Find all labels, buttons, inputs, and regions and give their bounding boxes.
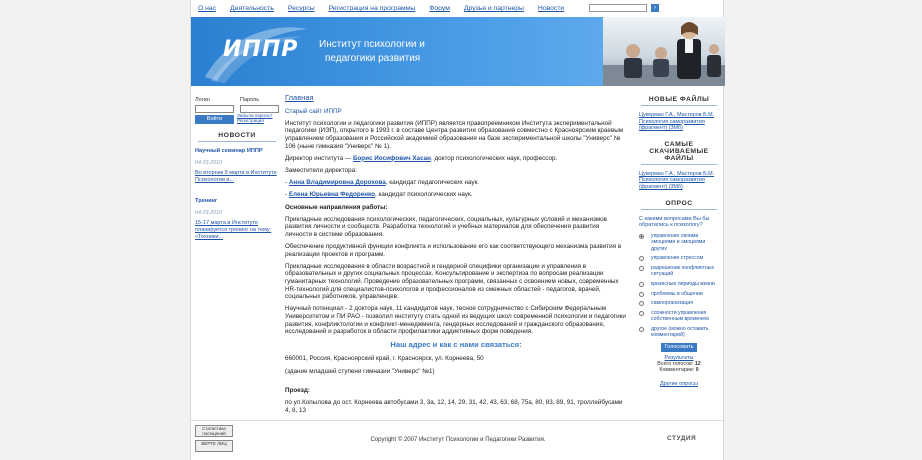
stats-counter-badge[interactable]: Статистика посещений <box>195 425 233 437</box>
search-input[interactable] <box>589 4 647 12</box>
route-text: по ул.Копылова до ост. Корнеева автобусами 3, 3а, 12, 14, 29, 31, 42, 43, 63, 68, 75а, 80, 83, 89, 91, троллейбусами 4, 8, 13 <box>285 399 623 414</box>
office-people-icon <box>603 17 725 86</box>
contact-heading: Наш адрес и как с нами связаться: <box>390 339 522 349</box>
header-banner <box>191 17 725 86</box>
radio-icon[interactable] <box>639 301 644 306</box>
password-input[interactable] <box>240 105 279 113</box>
nav-registration[interactable]: Регистрация на программы <box>328 5 416 12</box>
address-note: (здание младшей ступени гимназии "Универс" №1) <box>285 367 435 375</box>
other-polls-link[interactable]: Другие опросы <box>660 381 698 388</box>
register-link[interactable]: Регистрация <box>237 118 264 124</box>
new-files-heading: НОВЫЕ ФАЙЛЫ <box>641 96 717 106</box>
news-title[interactable]: Научный семинар ИППР <box>195 148 263 154</box>
total-votes: Всего голосов: 12 <box>657 361 701 368</box>
nav-resources[interactable]: Ресурсы <box>287 5 315 12</box>
radio-icon[interactable] <box>639 327 644 332</box>
radio-icon[interactable] <box>639 282 644 287</box>
radio-icon[interactable] <box>639 311 644 316</box>
radio-icon[interactable] <box>639 292 644 297</box>
copyright: Copyright © 2007 Институт Психологии и Педагогики Развития. <box>370 437 546 443</box>
old-site-link[interactable]: Старый сайт ИППР <box>285 107 342 115</box>
footer-divider <box>191 420 725 421</box>
radio-selected-icon[interactable] <box>639 234 644 239</box>
direction-paragraph: Прикладные исследования в области возрастной и гендерной специфики организации и управления в образовательных и других социальных процессах. Консультирование и экспертиза по вопросам реализации гуманитарных технологий. Проведение образовательных программ, связанных с освоением новых, современных HR-технологий для специалистов-психологов и профессионалов из смежных областей - педагогов, врачей, социальных работников, управленцев. <box>285 262 619 301</box>
news-link[interactable]: 15-17 марта в Институте планируется тренинг на тему: «Техники... <box>195 220 272 240</box>
poll-option[interactable]: самоорганизация <box>639 300 719 306</box>
nav-activity[interactable]: Деятельность <box>230 5 274 12</box>
left-sidebar <box>195 97 279 241</box>
news-heading: НОВОСТИ <box>198 132 276 142</box>
search-button[interactable]: › <box>651 4 659 12</box>
right-sidebar <box>639 96 719 387</box>
main-content <box>285 94 627 419</box>
poll-heading: ОПРОС <box>641 200 717 210</box>
nav-partners[interactable]: Друзья и партнеры <box>463 5 524 12</box>
login-label: Логин <box>195 97 210 103</box>
vote-button[interactable]: Голосовать <box>661 343 697 352</box>
radio-icon[interactable] <box>639 266 644 271</box>
nav-forum[interactable]: Форум <box>429 5 450 12</box>
studio-logo[interactable]: СТУДИЯ <box>667 435 697 442</box>
deputy-line: - Анна Владимировна Дорохова, кандидат педагогических наук. <box>285 179 480 187</box>
login-button[interactable]: Войти <box>195 115 234 124</box>
forgot-password-link[interactable]: Забыли пароль? <box>237 113 273 118</box>
poll-results-link[interactable]: Результаты <box>664 355 694 362</box>
institute-title: Институт психологии и педагогики развития <box>319 39 425 64</box>
header-photo <box>603 17 725 86</box>
popular-file-link[interactable]: Цукерман Г.А., Мастеров Б.М. Психология саморазвития (фрагмент) (3Mб) <box>639 170 715 190</box>
poll-option[interactable]: разрешение конфликтных ситуаций <box>639 265 719 277</box>
poll-option[interactable]: управление своими эмоциями и эмоциями других <box>639 233 719 252</box>
intro-text: Институт психологии и педагогики развития (ИППР) является правопреемником Института экспериментальной педагогики (ИЭП), открытого в 1993 г. в составе Центра развития образования совместно с Красноярским краевым управлением образования и Российской академией образования на базе экспериментальной школы "Универс" № 106 (ныне гимназия "Универс" № 1). <box>285 119 624 150</box>
rating-badge[interactable]: ВЕРТЕ ЛИЦ <box>195 440 233 452</box>
news-link[interactable]: Во вторник 9 марта в Институте Психологии и... <box>195 170 277 183</box>
breadcrumb[interactable]: Главная <box>285 93 314 102</box>
poll-option[interactable]: другое (можно оставить комментарий) <box>639 326 719 338</box>
news-date: 04.03.2010 <box>195 210 222 216</box>
poll-question: С какими вопросами Вы бы обратились к психологу? <box>639 215 710 229</box>
address: 660001, Россия, Красноярский край, г. Красноярск, ул. Корнеева, 50 <box>285 355 484 363</box>
nav-about[interactable]: О нас <box>198 5 217 12</box>
deputy-link[interactable]: Анна Владимировна Дорохова <box>288 179 386 187</box>
popular-files-heading: САМЫЕ СКАЧИВАЕМЫЕ ФАЙЛЫ <box>641 141 717 165</box>
page <box>190 0 724 460</box>
director-line: Директор института — Борис Иосифович Хасан, доктор психологических наук, профессор. <box>285 154 558 162</box>
comments-count: Комментарии: 0 <box>659 367 699 374</box>
poll-option[interactable]: управление стрессом <box>639 255 719 261</box>
deputies-label: Заместители директора: <box>285 166 357 174</box>
radio-icon[interactable] <box>639 256 644 261</box>
poll-option[interactable]: кризисные периоды жизни <box>639 281 719 287</box>
new-file-link[interactable]: Цукерман Г.А., Мастеров Б.М. Психология саморазвития (фрагмент) (3Mб) <box>639 112 715 132</box>
direction-paragraph: Обеспечение продуктивной функции конфликта и использование его как соответствующего механизма развития в реализации проектов и программ. <box>285 243 622 258</box>
password-label: Пароль <box>240 97 260 103</box>
login-input[interactable] <box>195 105 234 113</box>
deputy-line: - Елена Юрьевна Федоренко, кандидат психологических наук. <box>285 191 473 199</box>
site-logo[interactable]: ИППР <box>223 37 299 62</box>
poll-option[interactable]: сложности управления собственным временем <box>639 310 719 322</box>
director-link[interactable]: Борис Иосифович Хасан <box>352 154 431 162</box>
directions-heading: Основные направления работы: <box>285 203 388 211</box>
direction-paragraph: Прикладные исследования психологических, педагогических, социальных, культурных условий и механизмов развития личности и сообществ. Разработка технологий и учебных материалов для обеспечения развития личности в системе образования. <box>285 215 608 238</box>
route-heading: Проезд: <box>285 387 310 395</box>
poll-option[interactable]: проблемы в общении <box>639 291 719 297</box>
potential-paragraph: Научный потенциал - 2 доктора наук, 11 кандидатов наук, тесное сотрудничество с Сибирским Федеральным Университетом и ПИ РАО - позволил институту стать одной из ведущих школ современной психологии и педагогики развития, конфликтологии и конфликт-менеджмента, гендерных исследований и гражданского образования, исследований и разработок в области профилактики аддиктивных форм поведения. <box>285 305 626 336</box>
news-date: 04.03.2010 <box>195 160 222 166</box>
deputy-link[interactable]: Елена Юрьевна Федоренко <box>288 191 375 199</box>
nav-news[interactable]: Новости <box>537 5 565 12</box>
news-title[interactable]: Тренинг <box>195 198 218 204</box>
